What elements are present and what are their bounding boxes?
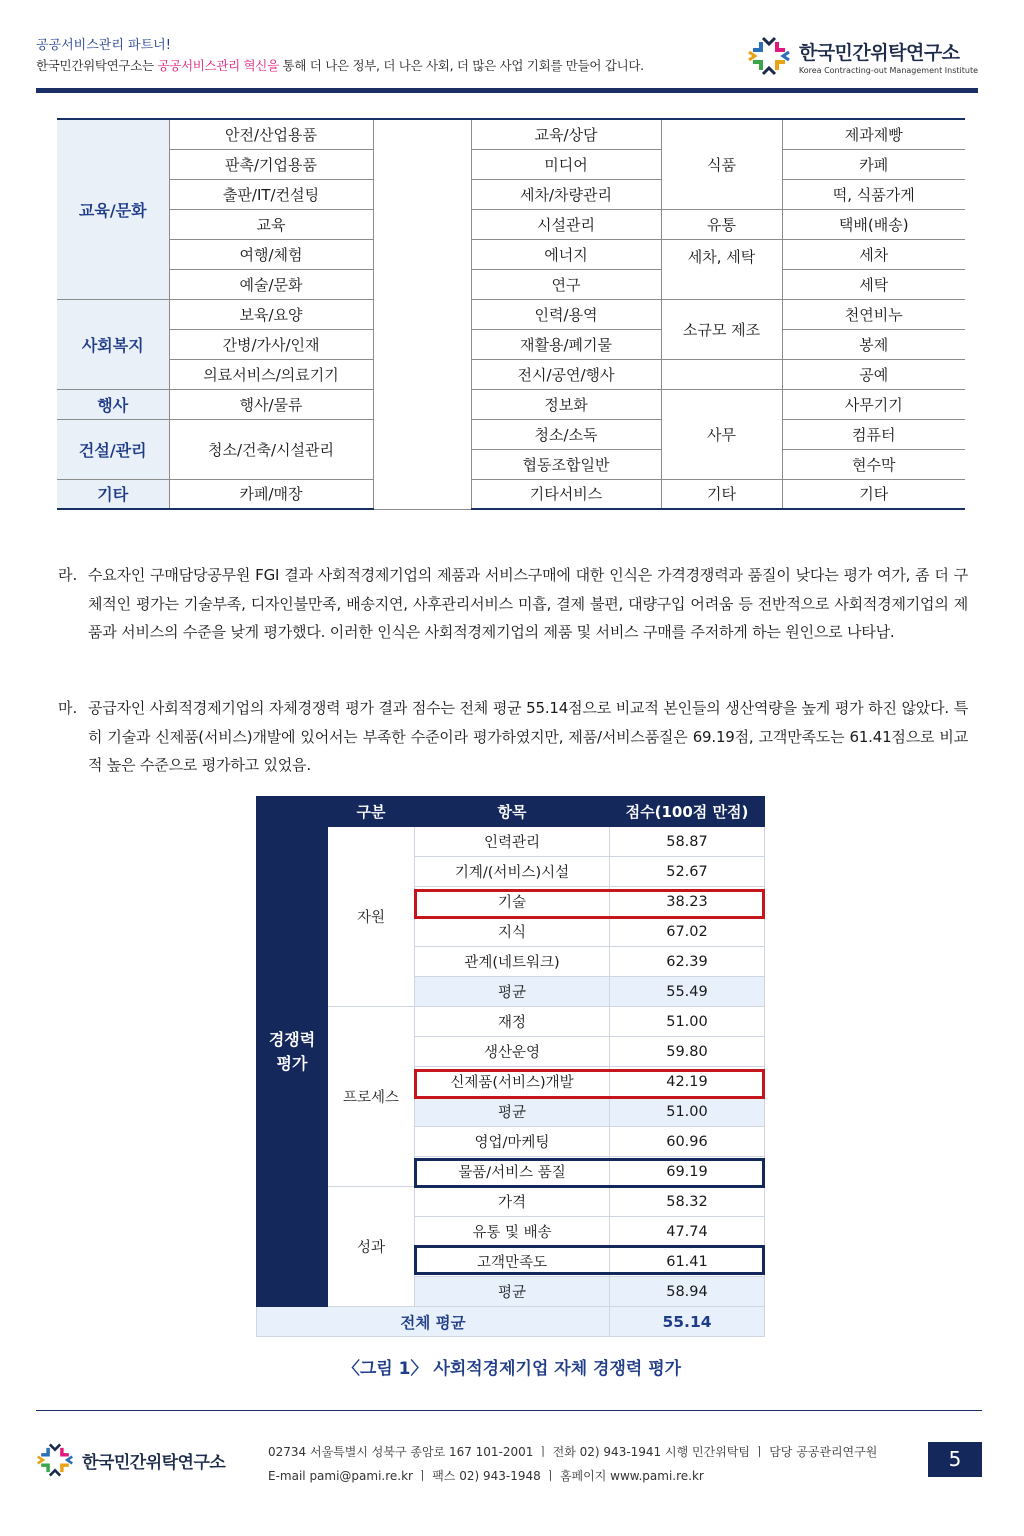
table-cell: 공예 <box>782 359 965 389</box>
table-cell: 컴퓨터 <box>782 419 965 449</box>
table-cell: 천연비누 <box>782 299 965 329</box>
institute-logo-icon <box>36 1441 74 1479</box>
footer-contact <box>268 1440 877 1488</box>
table-cell: 전시/공연/행사 <box>471 359 661 389</box>
header-item: 항목 <box>415 797 610 827</box>
average-score: 58.94 <box>610 1277 765 1307</box>
table-cell: 기타서비스 <box>471 479 661 509</box>
table-cell: 소규모 제조 <box>661 299 782 359</box>
paragraph-text: 공급자인 사회적경제기업의 자체경쟁력 평가 결과 점수는 전체 평균 55.14점으로 비교적 본인들의 생산역량을 높게 평가 하진 않았다. 특히 기술과 신제품(서비스)개발에 있어서는 부족한 수준이라 평가하였지만, 제품/서비스품질은 69.19점, 고객만족도는 61.41점으로 비교적 높은 수준으로 평가하고 있었음. <box>88 699 968 774</box>
table-cell: 교육 <box>169 209 373 239</box>
total-average-label: 전체 평균 <box>257 1307 610 1337</box>
header-text-pre: 한국민간위탁연구소는 <box>36 58 158 73</box>
average-score: 51.00 <box>610 1097 765 1127</box>
table-cell: 봉제 <box>782 329 965 359</box>
group-process: 프로세스 <box>328 1007 415 1187</box>
table-cell: 인력/용역 <box>471 299 661 329</box>
average-label: 평균 <box>415 977 610 1007</box>
table-cell: 떡, 식품가게 <box>782 179 965 209</box>
table-cell: 행사/물류 <box>169 389 373 419</box>
header-score: 점수(100점 만점) <box>610 797 765 827</box>
section-construct: 건설/관리 <box>57 419 169 479</box>
table-cell: 교육/상담 <box>471 119 661 149</box>
table-cell: 세차 <box>782 239 965 269</box>
table-cell: 사무 <box>661 389 782 479</box>
score-cell: 52.67 <box>610 857 765 887</box>
score-cell: 47.74 <box>610 1217 765 1247</box>
item-cell-new-product: 신제품(서비스)개발 <box>415 1067 610 1097</box>
score-cell: 67.02 <box>610 917 765 947</box>
table-cell: 예술/문화 <box>169 269 373 299</box>
group-performance: 성과 <box>328 1187 415 1307</box>
table-cell: 판촉/기업용품 <box>169 149 373 179</box>
score-cell-satisfaction: 61.41 <box>610 1247 765 1277</box>
average-label: 평균 <box>415 1097 610 1127</box>
header-description <box>36 56 644 74</box>
table-cell: 청소/소독 <box>471 419 661 449</box>
table-cell: 보육/요양 <box>169 299 373 329</box>
logo-title: 한국민간위탁연구소 <box>798 41 960 64</box>
table-cell: 여행/체험 <box>169 239 373 269</box>
competitiveness-label: 경쟁력 평가 <box>257 797 328 1307</box>
table-cell: 시설관리 <box>471 209 661 239</box>
score-cell: 58.87 <box>610 827 765 857</box>
score-cell: 62.39 <box>610 947 765 977</box>
item-cell: 지식 <box>415 917 610 947</box>
item-cell: 유통 및 배송 <box>415 1217 610 1247</box>
table-cell: 의료서비스/의료기기 <box>169 359 373 389</box>
table-cell: 카페/매장 <box>169 479 373 509</box>
table-cell: 협동조합일반 <box>471 449 661 479</box>
header-logo <box>747 34 978 78</box>
empty-cell <box>661 359 782 389</box>
item-cell: 관계(네트워크) <box>415 947 610 977</box>
score-cell-new-product: 42.19 <box>610 1067 765 1097</box>
item-cell-quality: 물품/서비스 품질 <box>415 1157 610 1187</box>
table-cell: 출판/IT/컨설팅 <box>169 179 373 209</box>
table-cell: 제과제빵 <box>782 119 965 149</box>
score-cell: 59.80 <box>610 1037 765 1067</box>
paragraph-ma <box>58 694 968 780</box>
table-cell: 택배(배송) <box>782 209 965 239</box>
table-cell: 카페 <box>782 149 965 179</box>
paragraph-marker: 라. <box>58 566 78 584</box>
item-cell: 기계/(서비스)시설 <box>415 857 610 887</box>
item-cell-technology: 기술 <box>415 887 610 917</box>
category-table <box>57 118 965 510</box>
footer-logo <box>36 1441 225 1479</box>
item-cell: 인력관리 <box>415 827 610 857</box>
score-cell-quality: 69.19 <box>610 1157 765 1187</box>
section-event: 행사 <box>57 389 169 419</box>
header-category: 구분 <box>328 797 415 827</box>
table-cell: 사무기기 <box>782 389 965 419</box>
item-cell: 가격 <box>415 1187 610 1217</box>
empty-column <box>373 119 471 509</box>
page-header <box>36 30 978 94</box>
competitiveness-table <box>256 796 765 1337</box>
table-cell: 재활용/폐기물 <box>471 329 661 359</box>
table-cell: 연구 <box>471 269 661 299</box>
group-resource: 자원 <box>328 827 415 1007</box>
footer-logo-title: 한국민간위탁연구소 <box>82 1452 226 1473</box>
score-cell: 51.00 <box>610 1007 765 1037</box>
table-cell: 현수막 <box>782 449 965 479</box>
footer-divider <box>36 1410 982 1411</box>
score-cell: 60.96 <box>610 1127 765 1157</box>
table-cell: 안전/산업용품 <box>169 119 373 149</box>
table-cell: 세차/차량관리 <box>471 179 661 209</box>
paragraph-ra <box>58 561 968 647</box>
table-cell: 유통 <box>661 209 782 239</box>
score-cell: 58.32 <box>610 1187 765 1217</box>
paragraph-marker: 마. <box>58 699 78 717</box>
table-cell: 미디어 <box>471 149 661 179</box>
item-cell: 생산운영 <box>415 1037 610 1067</box>
paragraph-text: 수요자인 구매담당공무원 FGI 결과 사회적경제기업의 제품과 서비스구매에 대한 인식은 가격경쟁력과 품질이 낮다는 평가 여가, 좀 더 구체적인 평가는 기술부족, 디자인불만족, 배송지연, 사후관리서비스 미흡, 결제 불편, 대량구입 어려움 등 전반적으로 사회적경제기업의 제품과 서비스의 수준을 낮게 평가했다. 이러한 인식은 사회적경제기업의 제품 및 서비스 구매를 주저하게 하는 원인으로 나타남. <box>88 566 968 641</box>
table-cell: 청소/건축/시설관리 <box>169 419 373 479</box>
average-label: 평균 <box>415 1277 610 1307</box>
total-average-score: 55.14 <box>610 1307 765 1337</box>
table-cell: 에너지 <box>471 239 661 269</box>
figure-caption: 〈그림 1〉 사회적경제기업 자체 경쟁력 평가 <box>342 1359 682 1379</box>
header-tagline: 공공서비스관리 파트너! <box>36 38 171 53</box>
page-number: 5 <box>928 1442 982 1477</box>
table-cell: 식품 <box>661 119 782 209</box>
table-cell: 기타 <box>661 479 782 509</box>
section-edu: 교육/문화 <box>57 119 169 299</box>
table-cell: 세탁 <box>782 269 965 299</box>
footer-email: E-mail pami@pami.re.kr ㅣ 팩스 02) 943-1948 ㅣ 홈페이지 www.pami.re.kr <box>268 1469 704 1483</box>
header-highlight: 공공서비스관리 혁신을 <box>157 58 279 73</box>
item-cell: 영업/마케팅 <box>415 1127 610 1157</box>
table-cell: 기타 <box>782 479 965 509</box>
section-other: 기타 <box>57 479 169 509</box>
footer-address: 02734 서울특별시 성북구 종암로 167 101-2001 ㅣ 전화 02) 943-1941 시행 민간위탁팀 ㅣ 담당 공공관리연구원 <box>268 1445 878 1459</box>
header-text-post: 통해 더 나은 정부, 더 나은 사회, 더 많은 사업 기회를 만들어 갑니다. <box>278 58 644 73</box>
logo-subtitle: Korea Contracting-out Management Institute <box>798 65 978 75</box>
section-welfare: 사회복지 <box>57 299 169 389</box>
table-cell: 정보화 <box>471 389 661 419</box>
table-cell: 세차, 세탁 <box>661 239 782 299</box>
item-cell-satisfaction: 고객만족도 <box>415 1247 610 1277</box>
institute-logo-icon <box>747 34 791 78</box>
item-cell: 재정 <box>415 1007 610 1037</box>
score-cell-technology: 38.23 <box>610 887 765 917</box>
header-divider <box>36 88 978 93</box>
table-cell: 간병/가사/인재 <box>169 329 373 359</box>
average-score: 55.49 <box>610 977 765 1007</box>
